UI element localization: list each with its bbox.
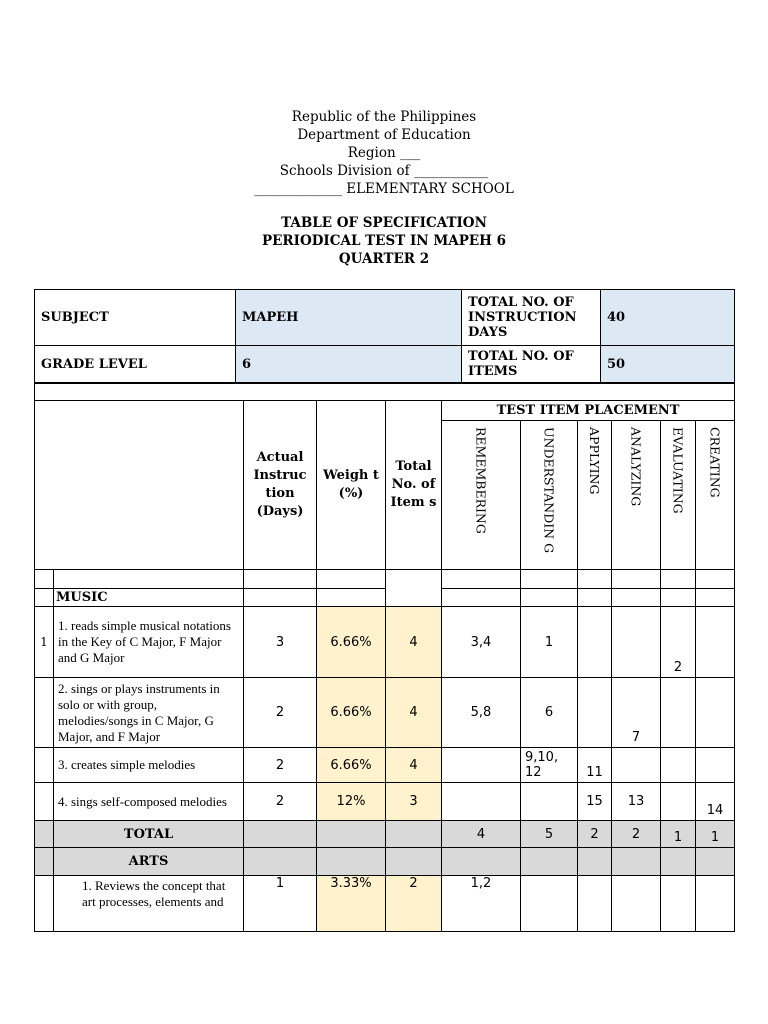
- header-division: Schools Division of ___________: [279, 163, 489, 179]
- level-remembering: REMEMBERING: [473, 427, 489, 534]
- test-item-placement-header: TEST ITEM PLACEMENT: [442, 401, 735, 421]
- grade-value: 6: [236, 346, 462, 383]
- header-region: Region ___: [347, 145, 421, 161]
- doc-quarter: QUARTER 2: [338, 251, 430, 267]
- days-value: 40: [601, 290, 735, 346]
- info-table: [34, 289, 735, 383]
- subject-value: MAPEH: [236, 290, 462, 346]
- competency-text: 3. creates simple melodies: [54, 748, 244, 783]
- doc-subtitle: PERIODICAL TEST IN MAPEH 6: [261, 233, 507, 249]
- level-analyzing: ANALYZING: [628, 427, 644, 507]
- table-row: 4. sings self-composed melodies 2 12% 3 15 13 14: [35, 783, 735, 821]
- table-row: 1 1. reads simple musical notations in the Key of C Major, F Major and G Major 3 6.66% 4 3,4 1 2: [35, 607, 735, 678]
- grade-label: GRADE LEVEL: [35, 346, 236, 383]
- level-applying: APPLYING: [587, 427, 602, 495]
- table-row: 1. Reviews the concept that art processes, elements and 1 3.33% 2 1,2: [35, 876, 735, 932]
- music-total-row: TOTAL 4 5 2 2 1 1: [35, 821, 735, 848]
- competency-text: 1. Reviews the concept that art processes, elements and: [54, 876, 244, 932]
- section-arts: ARTS: [54, 848, 244, 876]
- table-row: 3. creates simple melodies 2 6.66% 4 9,10, 12 11: [35, 748, 735, 783]
- col-total-items: Total No. of Item s: [386, 401, 442, 570]
- doc-title: TABLE OF SPECIFICATION: [281, 215, 487, 231]
- competency-text: 2. sings or plays instruments in solo or with group, melodies/songs in C Major, G Major, and F Major: [54, 678, 244, 748]
- total-label: TOTAL: [54, 821, 244, 848]
- document-header: [0, 108, 768, 268]
- col-actual-days: Actual Instruc tion (Days): [244, 401, 317, 570]
- section-music: MUSIC: [54, 589, 244, 607]
- arts-section-row: [35, 848, 735, 876]
- days-label: TOTAL NO. OF INSTRUCTION DAYS: [462, 290, 601, 346]
- subject-label: SUBJECT: [35, 290, 236, 346]
- level-understanding: UNDERSTANDIN G: [541, 427, 557, 554]
- spacer-row: [35, 384, 735, 401]
- col-weight: Weigh t (%): [317, 401, 386, 570]
- competency-text: 4. sings self-composed melodies: [54, 783, 244, 821]
- items-label: TOTAL NO. OF ITEMS: [462, 346, 601, 383]
- level-evaluating: EVALUATING: [670, 427, 686, 514]
- level-creating: CREATING: [707, 427, 723, 498]
- header-school: _____________ ELEMENTARY SCHOOL: [254, 181, 514, 197]
- header-republic: Republic of the Philippines: [291, 109, 477, 125]
- tos-table: [34, 383, 735, 932]
- table-row: 2. sings or plays instruments in solo or with group, melodies/songs in C Major, G Major, and F Major 2 6.66% 4 5,8 6 7: [35, 678, 735, 748]
- competency-text: 1. reads simple musical notations in the Key of C Major, F Major and G Major: [54, 607, 244, 678]
- header-department: Department of Education: [297, 127, 471, 143]
- items-value: 50: [601, 346, 735, 383]
